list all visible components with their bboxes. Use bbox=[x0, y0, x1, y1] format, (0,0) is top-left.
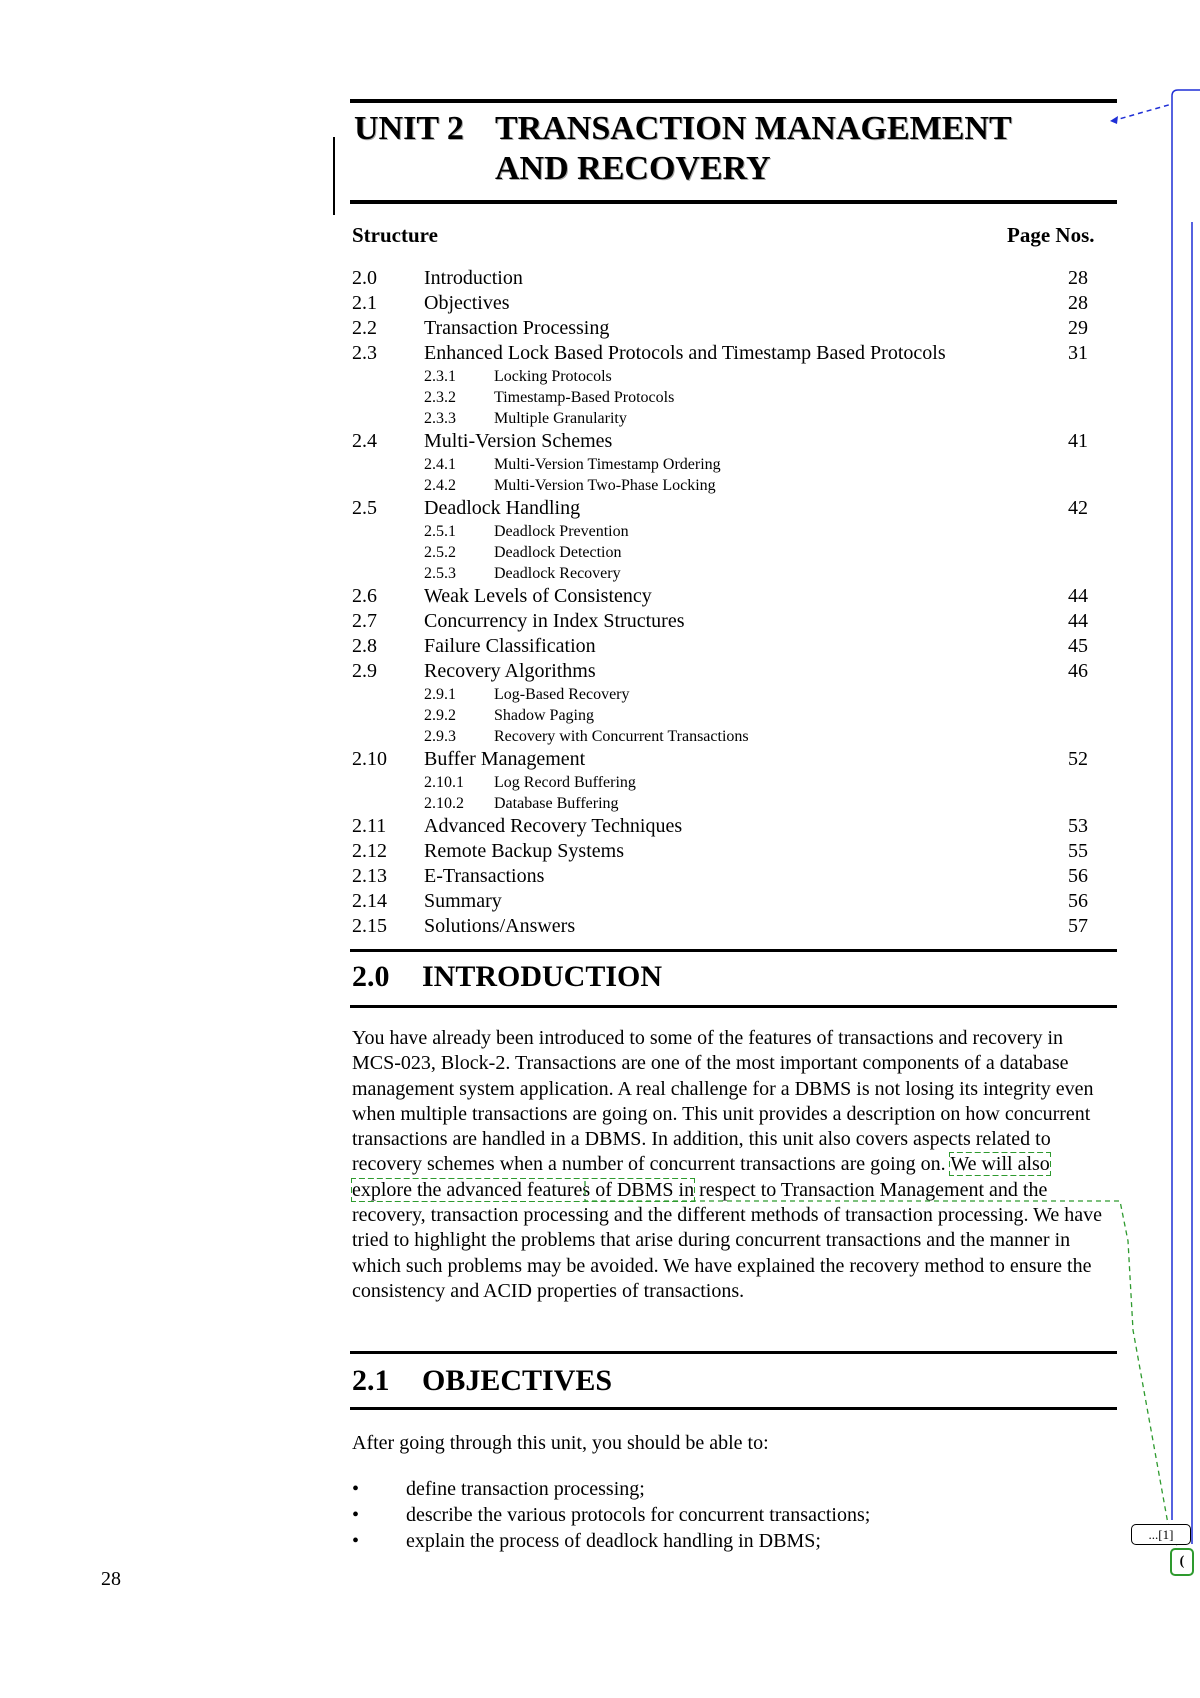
intro-text-part2: respect to Transaction Management and the recovery, transaction processing and the different methods of transaction processing. We have tried to highlight the problems that arise during concurrent transactions and the manner in which such problems may be avoided. We have explained the recovery method to ensure the consistency and ACID properties of transactions. bbox=[352, 1178, 1102, 1302]
intro-text-part1: You have already been introduced to some of the features of transactions and recovery in MCS-023, Block-2. Transactions are one of the most important components of a database management system application. A real challenge for a DBMS is not losing its integrity even when multiple transactions are going on. This unit provides a description on how concurrent transactions are handled in a DBMS. In addition, this unit also covers aspects related to recovery schemes when a number of concurrent transactions are going on. bbox=[352, 1027, 1094, 1176]
toc-sub-number: 2.10.1 bbox=[424, 774, 464, 791]
objective-text: describe the various protocols for concurrent transactions; bbox=[406, 1504, 871, 1526]
toc-number: 2.1 bbox=[352, 292, 377, 314]
toc-sub-number: 2.4.2 bbox=[424, 477, 456, 494]
toc-page: 44 bbox=[1068, 585, 1088, 607]
arrow-icon bbox=[1110, 116, 1118, 124]
comment-bracket bbox=[1172, 90, 1200, 1520]
toc-title: Objectives bbox=[424, 292, 510, 314]
objective-text: explain the process of deadlock handling in DBMS; bbox=[406, 1530, 821, 1552]
toc-page: 46 bbox=[1068, 660, 1088, 682]
toc-sub-title: Database Buffering bbox=[494, 795, 619, 812]
toc-sub-title: Shadow Paging bbox=[494, 707, 594, 724]
page-nos-label: Page Nos. bbox=[1007, 223, 1095, 247]
toc-number: 2.15 bbox=[352, 915, 387, 937]
toc-sub-title: Log-Based Recovery bbox=[494, 686, 630, 703]
toc-number: 2.0 bbox=[352, 267, 377, 289]
toc-sub-title: Multi-Version Two-Phase Locking bbox=[494, 477, 716, 494]
change-balloon[interactable]: ( bbox=[1170, 1548, 1194, 1576]
change-connector bbox=[585, 1181, 1178, 1548]
toc-sub-number: 2.5.3 bbox=[424, 565, 456, 582]
toc-page: 45 bbox=[1068, 635, 1088, 657]
toc-number: 2.7 bbox=[352, 610, 377, 632]
toc-title: Recovery Algorithms bbox=[424, 660, 596, 682]
toc-sub-title: Deadlock Detection bbox=[494, 544, 622, 561]
toc-title: Advanced Recovery Techniques bbox=[424, 815, 683, 837]
section-title: OBJECTIVES bbox=[422, 1364, 613, 1397]
bullet-icon: • bbox=[352, 1530, 360, 1552]
unit-number: UNIT 2 bbox=[354, 110, 464, 147]
objectives-intro: After going through this unit, you should be able to: bbox=[352, 1432, 769, 1454]
toc-sub-title: Multi-Version Timestamp Ordering bbox=[494, 456, 721, 473]
toc-sub-title: Deadlock Recovery bbox=[494, 565, 621, 582]
toc-number: 2.4 bbox=[352, 430, 377, 452]
toc-number: 2.12 bbox=[352, 840, 387, 862]
toc-sub-title: Recovery with Concurrent Transactions bbox=[494, 728, 749, 745]
bullet-icon: • bbox=[352, 1504, 360, 1526]
bullet-icon: • bbox=[352, 1478, 360, 1500]
toc-title: Concurrency in Index Structures bbox=[424, 610, 685, 632]
toc-title: Multi-Version Schemes bbox=[424, 430, 613, 452]
toc-title: Summary bbox=[424, 890, 502, 912]
toc-sub-number: 2.5.1 bbox=[424, 523, 456, 540]
section-title: INTRODUCTION bbox=[422, 960, 663, 993]
toc-sub-number: 2.3.1 bbox=[424, 368, 456, 385]
comment-connector bbox=[1112, 104, 1172, 121]
toc-number: 2.11 bbox=[352, 815, 387, 837]
toc-number: 2.5 bbox=[352, 497, 377, 519]
toc-number: 2.10 bbox=[352, 748, 387, 770]
toc-sub-number: 2.9.1 bbox=[424, 686, 456, 703]
section-number: 2.1 bbox=[352, 1364, 390, 1397]
toc-page: 28 bbox=[1068, 267, 1088, 289]
objective-text: define transaction processing; bbox=[406, 1478, 645, 1500]
page-number: 28 bbox=[101, 1568, 121, 1590]
toc-sub-title: Deadlock Prevention bbox=[494, 523, 629, 540]
comment-balloon[interactable]: ...[1] bbox=[1131, 1524, 1191, 1545]
toc-page: 41 bbox=[1068, 430, 1088, 452]
toc-sub-number: 2.9.3 bbox=[424, 728, 456, 745]
toc-number: 2.2 bbox=[352, 317, 377, 339]
toc-title: Buffer Management bbox=[424, 748, 586, 770]
toc-title: Solutions/Answers bbox=[424, 915, 576, 937]
toc-page: 56 bbox=[1068, 890, 1088, 912]
toc-page: 44 bbox=[1068, 610, 1088, 632]
unit-title-line2: AND RECOVERY bbox=[495, 150, 771, 187]
toc-number: 2.6 bbox=[352, 585, 377, 607]
toc-sub-number: 2.9.2 bbox=[424, 707, 456, 724]
tracked-change-text[interactable]: We will also explore the advanced features of DBMS in bbox=[352, 1153, 1050, 1201]
toc-page: 42 bbox=[1068, 497, 1088, 519]
toc-title: Weak Levels of Consistency bbox=[424, 585, 652, 607]
toc-page: 57 bbox=[1068, 915, 1088, 937]
toc-sub-number: 2.5.2 bbox=[424, 544, 456, 561]
toc-title: Deadlock Handling bbox=[424, 497, 581, 519]
toc-title: Remote Backup Systems bbox=[424, 840, 624, 862]
toc-number: 2.3 bbox=[352, 342, 377, 364]
toc-number: 2.13 bbox=[352, 865, 387, 887]
toc-number: 2.8 bbox=[352, 635, 377, 657]
toc-sub-number: 2.4.1 bbox=[424, 456, 456, 473]
section-number: 2.0 bbox=[352, 960, 390, 993]
toc-page: 56 bbox=[1068, 865, 1088, 887]
structure-label: Structure bbox=[352, 223, 438, 247]
toc-sub-title: Multiple Granularity bbox=[494, 410, 627, 427]
toc-page: 55 bbox=[1068, 840, 1088, 862]
toc-page: 29 bbox=[1068, 317, 1088, 339]
toc-sub-number: 2.10.2 bbox=[424, 795, 464, 812]
toc-title: Enhanced Lock Based Protocols and Timestamp Based Protocols bbox=[424, 342, 946, 364]
toc-page: 53 bbox=[1068, 815, 1088, 837]
toc-sub-number: 2.3.3 bbox=[424, 410, 456, 427]
toc-page: 52 bbox=[1068, 748, 1088, 770]
toc-sub-title: Timestamp-Based Protocols bbox=[494, 389, 675, 406]
toc-sub-title: Locking Protocols bbox=[494, 368, 612, 385]
toc-number: 2.14 bbox=[352, 890, 387, 912]
toc-title: Introduction bbox=[424, 267, 523, 289]
unit-title-line1: TRANSACTION MANAGEMENT bbox=[495, 110, 1012, 147]
toc-sub-title: Log Record Buffering bbox=[494, 774, 636, 791]
toc-page: 28 bbox=[1068, 292, 1088, 314]
toc-title: E-Transactions bbox=[424, 865, 545, 887]
toc-page: 31 bbox=[1068, 342, 1088, 364]
toc-title: Failure Classification bbox=[424, 635, 596, 657]
toc-number: 2.9 bbox=[352, 660, 377, 682]
toc-sub-number: 2.3.2 bbox=[424, 389, 456, 406]
toc-title: Transaction Processing bbox=[424, 317, 610, 339]
